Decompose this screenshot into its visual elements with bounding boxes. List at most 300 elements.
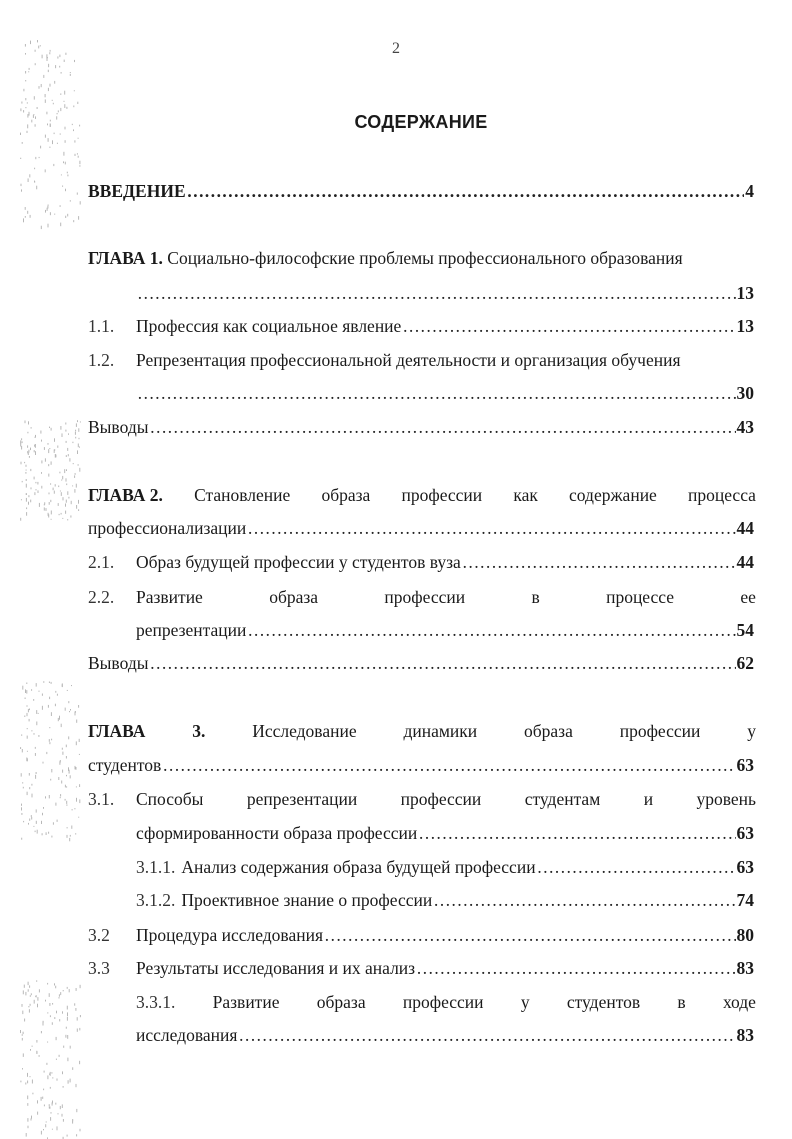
scan-speck: [72, 1119, 73, 1121]
scan-speck: [41, 1097, 42, 1101]
scan-speck: [20, 158, 21, 159]
scan-speck: [67, 835, 68, 838]
toc-entry-3-3[interactable]: [136, 957, 754, 979]
scan-speck: [21, 438, 22, 440]
chapter-title-word: Исследование: [252, 721, 357, 741]
scan-speck: [47, 1075, 48, 1079]
scan-speck: [27, 451, 28, 453]
scan-speck: [30, 448, 31, 451]
section-title-word: в: [531, 587, 540, 607]
scan-speck: [39, 503, 40, 507]
scan-speck: [54, 491, 55, 494]
toc-entry-2-1[interactable]: [136, 551, 754, 573]
scan-speck: [61, 480, 62, 481]
section-title-word: в: [677, 992, 686, 1012]
scan-speck: [73, 463, 74, 464]
scan-speck: [38, 713, 39, 714]
scan-speck: [59, 472, 60, 474]
section-title-word: профессии: [384, 587, 466, 607]
scan-speck: [27, 1118, 28, 1122]
scan-speck: [77, 1017, 78, 1020]
scan-speck: [41, 226, 42, 229]
section-title-word: и: [643, 789, 654, 809]
scan-speck: [43, 1021, 44, 1023]
section-title-word: Развитие: [136, 587, 203, 607]
scan-speck: [76, 720, 77, 723]
scan-speck: [62, 752, 63, 755]
scan-speck: [48, 138, 49, 142]
scan-speck: [23, 821, 24, 822]
scan-speck: [79, 1061, 80, 1064]
toc-entry-3-1-1[interactable]: [136, 856, 754, 878]
scan-speck: [22, 686, 23, 690]
scan-speck: [49, 1104, 50, 1106]
scan-speck: [36, 980, 37, 982]
scan-speck: [70, 74, 71, 76]
scan-speck: [22, 749, 23, 752]
scan-speck: [72, 485, 73, 486]
scan-speck: [31, 815, 32, 817]
scan-speck: [21, 499, 22, 500]
scan-speck: [48, 224, 49, 228]
scan-speck: [47, 208, 48, 211]
scan-speck: [71, 826, 72, 829]
scan-speck: [25, 207, 26, 210]
scan-speck: [36, 489, 37, 490]
scan-speck: [45, 135, 46, 138]
scan-speck: [49, 993, 50, 997]
scan-speck: [55, 65, 56, 68]
scan-speck: [76, 988, 77, 991]
section-number: 2.2.: [88, 587, 115, 607]
scan-speck: [51, 511, 52, 515]
scan-speck: [50, 1072, 51, 1076]
scan-speck: [41, 1031, 42, 1033]
scan-speck: [45, 796, 46, 798]
subsection-number: 3.1.2.: [136, 890, 176, 910]
leader-dots: [187, 180, 745, 202]
scan-speck: [62, 770, 63, 773]
scan-speck: [22, 441, 23, 443]
scan-speck: [48, 88, 49, 91]
toc-page-number: 74: [736, 890, 754, 910]
scan-speck: [25, 472, 26, 474]
toc-chapter1-conclusions[interactable]: [88, 416, 754, 438]
scan-speck: [65, 189, 66, 192]
scan-speck: [48, 449, 49, 453]
scan-speck: [53, 488, 54, 491]
scan-speck: [23, 787, 24, 789]
toc-page-number: 63: [736, 823, 754, 843]
scan-speck: [26, 484, 27, 488]
chapter-title-word: процесса: [688, 485, 756, 505]
scan-speck: [27, 792, 28, 795]
scan-speck: [65, 140, 66, 143]
scan-speck: [46, 508, 47, 511]
scan-speck: [64, 469, 65, 473]
scan-speck: [42, 706, 43, 710]
toc-entry-2-2[interactable]: [136, 586, 756, 608]
scan-speck: [26, 470, 27, 471]
scan-speck: [22, 1038, 23, 1041]
scan-speck: [20, 1081, 21, 1083]
scan-speck: [72, 1121, 73, 1124]
scan-speck: [28, 982, 29, 985]
scan-speck: [25, 107, 26, 108]
toc-page-number: 13: [736, 283, 754, 303]
chapter-title-word: динамики: [403, 721, 478, 741]
scan-speck: [53, 103, 54, 105]
toc-chapter3-heading[interactable]: [88, 720, 756, 742]
scan-speck: [79, 799, 80, 803]
scan-speck: [80, 421, 81, 422]
scan-speck: [25, 698, 26, 700]
scan-speck: [25, 1083, 26, 1085]
scan-speck: [21, 807, 22, 810]
scan-speck: [61, 174, 62, 175]
scan-speck: [20, 747, 21, 749]
scan-speck: [66, 478, 67, 481]
chapter-label: ГЛАВА 1.: [88, 248, 163, 268]
toc-entry-1-2-page-line: [136, 382, 754, 404]
scan-speck: [70, 515, 71, 517]
chapter-label-word: 3.: [192, 721, 206, 741]
section-title-word: ее: [740, 587, 756, 607]
scan-speck: [70, 775, 71, 778]
scan-speck: [34, 450, 35, 452]
chapter-title-word: профессии: [401, 485, 483, 505]
scan-speck: [27, 705, 28, 706]
conclusions-label: Выводы: [88, 417, 149, 437]
toc-entry-3-2[interactable]: [136, 924, 754, 946]
scan-speck: [61, 513, 62, 515]
scan-speck: [35, 753, 36, 756]
scan-speck: [67, 448, 68, 451]
leader-dots: [162, 754, 735, 776]
scan-speck: [45, 458, 46, 461]
scan-speck: [35, 63, 36, 65]
section-title-word: профессии: [402, 992, 484, 1012]
scan-speck: [74, 140, 75, 142]
scan-speck: [37, 107, 38, 109]
toc-entry-3-1[interactable]: [136, 788, 756, 810]
scan-speck: [33, 699, 34, 701]
scan-speck: [43, 1089, 44, 1091]
scan-speck: [68, 767, 69, 771]
scan-speck: [42, 1097, 43, 1099]
scan-speck: [75, 712, 76, 716]
toc-entry-1-1[interactable]: [136, 315, 754, 337]
scan-speck: [34, 181, 35, 182]
scan-speck: [78, 817, 79, 818]
scan-speck: [36, 683, 37, 687]
chapter-title-word: профессии: [619, 721, 701, 741]
scan-speck: [31, 730, 32, 731]
leader-dots: [247, 619, 735, 641]
scan-speck: [67, 827, 68, 828]
scan-speck: [29, 709, 30, 711]
scan-speck: [55, 455, 56, 458]
scan-speck: [41, 472, 42, 474]
scan-speck: [66, 107, 67, 109]
scan-speck: [72, 442, 73, 443]
scan-speck: [30, 469, 31, 471]
scan-speck: [75, 430, 76, 432]
scan-speck: [74, 60, 75, 62]
subsection-title: Проективное знание о профессии: [181, 890, 433, 910]
scan-speck: [52, 100, 53, 101]
scan-speck: [37, 830, 38, 834]
scan-speck: [58, 1113, 59, 1114]
scan-speck: [35, 437, 36, 438]
scan-speck: [62, 1071, 63, 1074]
scan-speck: [31, 784, 32, 786]
scan-speck: [49, 1003, 50, 1006]
scan-speck: [45, 210, 46, 213]
scan-speck: [79, 438, 80, 439]
toc-entry-label: ВВЕДЕНИЕ: [88, 181, 186, 201]
scan-speck: [80, 985, 81, 988]
scan-speck: [52, 1003, 53, 1005]
scan-speck: [76, 423, 77, 427]
scan-speck: [37, 1051, 38, 1054]
subsection-title: Анализ содержания образа будущей профессии: [181, 857, 536, 877]
scan-speck: [61, 724, 62, 727]
scan-speck: [44, 507, 45, 510]
scan-speck: [59, 716, 60, 720]
scan-speck: [27, 211, 28, 214]
scan-speck: [29, 787, 30, 789]
scan-speck: [22, 1011, 23, 1015]
scan-speck: [49, 742, 50, 744]
scan-speck: [74, 489, 75, 493]
scan-speck: [21, 838, 22, 840]
scan-speck: [34, 477, 35, 480]
scan-speck: [25, 421, 26, 424]
scan-speck: [44, 1105, 45, 1107]
scan-speck: [36, 1051, 37, 1054]
scan-speck: [58, 718, 59, 721]
scan-speck: [49, 1107, 50, 1109]
toc-page-number: 13: [736, 316, 754, 336]
section-title-word: у: [520, 992, 530, 1012]
scan-speck: [33, 826, 34, 827]
scan-speck: [28, 823, 29, 825]
scan-speck: [51, 682, 52, 684]
toc-chapter2-heading[interactable]: [88, 484, 756, 506]
section-number: 2.1.: [88, 552, 115, 572]
section-title: Результаты исследования и их анализ: [136, 958, 416, 978]
scan-speck: [54, 438, 55, 442]
scan-speck: [61, 492, 62, 496]
scan-speck: [49, 427, 50, 428]
scan-speck: [25, 80, 26, 81]
scan-speck: [75, 766, 76, 770]
scan-speck: [60, 205, 61, 207]
toc-entry-intro[interactable]: [88, 180, 754, 202]
scan-speck: [67, 519, 68, 520]
scan-speck: [36, 821, 37, 824]
scan-speck: [28, 989, 29, 991]
scan-speck: [65, 708, 66, 711]
scan-speck: [46, 1063, 47, 1065]
scan-speck: [24, 716, 25, 718]
scan-speck: [66, 775, 67, 776]
scan-speck: [39, 691, 40, 692]
scan-speck: [48, 832, 49, 834]
scan-speck: [60, 108, 61, 111]
section-title: Репрезентация профессиональной деятельности и организация обучения: [136, 350, 681, 370]
scan-speck: [52, 1022, 53, 1025]
scan-speck: [69, 989, 70, 992]
scan-speck: [22, 782, 23, 783]
scan-speck: [76, 484, 77, 488]
leader-dots: [149, 652, 735, 674]
scan-speck: [61, 781, 62, 784]
scan-speck: [70, 1046, 71, 1049]
scan-speck: [62, 684, 63, 686]
scan-speck: [44, 447, 45, 450]
scan-speck: [35, 435, 36, 437]
section-title: Процедура исследования: [136, 925, 323, 945]
scan-speck: [68, 1080, 69, 1084]
scan-speck: [54, 1017, 55, 1019]
scan-speck: [50, 1117, 51, 1121]
section-number: 3.1.: [88, 789, 115, 809]
scan-speck: [41, 1131, 42, 1135]
scan-speck: [37, 1112, 38, 1115]
scan-speck: [66, 756, 67, 759]
scan-speck: [30, 995, 31, 997]
scan-speck: [78, 464, 79, 466]
scan-speck: [76, 1134, 77, 1136]
section-title-word: профессии: [400, 789, 482, 809]
scan-speck: [48, 443, 49, 445]
scan-speck: [65, 430, 66, 432]
scan-speck: [80, 1015, 81, 1017]
scan-speck: [51, 739, 52, 741]
scan-speck: [55, 1103, 56, 1105]
scan-speck: [60, 133, 61, 134]
scan-speck: [62, 748, 63, 750]
scan-speck: [74, 1003, 75, 1005]
scan-speck: [21, 446, 22, 450]
scan-speck: [37, 1100, 38, 1103]
scan-speck: [36, 995, 37, 997]
scan-speck: [22, 1004, 23, 1007]
scan-speck: [68, 701, 69, 703]
toc-page-number: 43: [736, 417, 754, 437]
scan-speck: [76, 1109, 77, 1112]
scan-speck: [74, 808, 75, 809]
toc-page-number: 83: [736, 958, 754, 978]
scan-speck: [51, 461, 52, 464]
scan-speck: [54, 450, 55, 453]
scan-speck: [30, 1076, 31, 1077]
scan-speck: [41, 821, 42, 824]
scan-speck: [49, 727, 50, 728]
scan-speck: [68, 736, 69, 739]
scan-speck: [28, 709, 29, 712]
scan-speck: [60, 93, 61, 95]
scan-speck: [29, 1009, 30, 1012]
scan-speck: [35, 157, 36, 159]
scan-speck: [22, 481, 23, 482]
scan-speck: [37, 997, 38, 1001]
toc-page-number: 30: [736, 383, 754, 403]
scan-speck: [22, 142, 23, 144]
scan-speck: [77, 420, 78, 422]
scan-speck: [60, 760, 61, 763]
scan-speck: [49, 502, 50, 505]
leader-dots: [137, 382, 736, 404]
toc-entry-2-2-page-line: [136, 619, 754, 641]
scan-speck: [25, 689, 26, 693]
scan-speck: [67, 491, 68, 495]
scan-speck: [26, 507, 27, 509]
scan-speck: [47, 206, 48, 209]
scan-speck: [76, 767, 77, 770]
scan-speck: [23, 1032, 24, 1034]
scan-speck: [75, 154, 76, 156]
section-title-cont: сформированности образа профессии: [136, 823, 418, 843]
toc-entry-1-2[interactable]: [136, 349, 756, 371]
scan-speck: [28, 453, 29, 456]
scan-speck: [69, 711, 70, 712]
scan-speck: [79, 447, 80, 448]
scan-speck: [26, 479, 27, 481]
leader-dots: [418, 822, 735, 844]
toc-entry-3-1-2[interactable]: [136, 889, 754, 911]
scan-speck: [48, 64, 49, 67]
section-title-word: образа: [269, 587, 319, 607]
scan-speck: [67, 1058, 68, 1062]
scan-speck: [21, 804, 22, 806]
scan-speck: [29, 456, 30, 458]
scan-speck: [52, 1102, 53, 1105]
subsection-number: 3.3.1.: [136, 992, 176, 1012]
scan-speck: [50, 500, 51, 502]
scan-speck: [52, 140, 53, 144]
toc-page-number: 62: [736, 653, 754, 673]
scan-speck: [35, 775, 36, 779]
leader-dots: [247, 517, 735, 539]
scan-speck: [39, 157, 40, 158]
scan-speck: [54, 214, 55, 215]
scan-speck: [47, 1012, 48, 1013]
scan-speck: [26, 1133, 27, 1137]
scan-speck: [75, 711, 76, 713]
toc-entry-3-3-1[interactable]: [136, 991, 756, 1013]
scan-speck: [46, 1121, 47, 1122]
scan-speck: [66, 455, 67, 457]
scan-speck: [77, 102, 78, 104]
scan-speck: [51, 1112, 52, 1114]
leader-dots: [324, 924, 736, 946]
toc-page-number: 4: [745, 181, 754, 201]
scan-speck: [78, 509, 79, 511]
scan-speck: [22, 1068, 23, 1069]
scan-speck: [65, 785, 66, 788]
scan-speck: [31, 817, 32, 820]
toc-chapter1-heading[interactable]: [88, 247, 756, 269]
scan-speck: [67, 175, 68, 177]
toc-chapter2-conclusions[interactable]: [88, 652, 754, 674]
scan-speck: [31, 487, 32, 489]
scan-speck: [42, 813, 43, 816]
scan-speck: [36, 1040, 37, 1043]
scan-speck: [49, 493, 50, 495]
